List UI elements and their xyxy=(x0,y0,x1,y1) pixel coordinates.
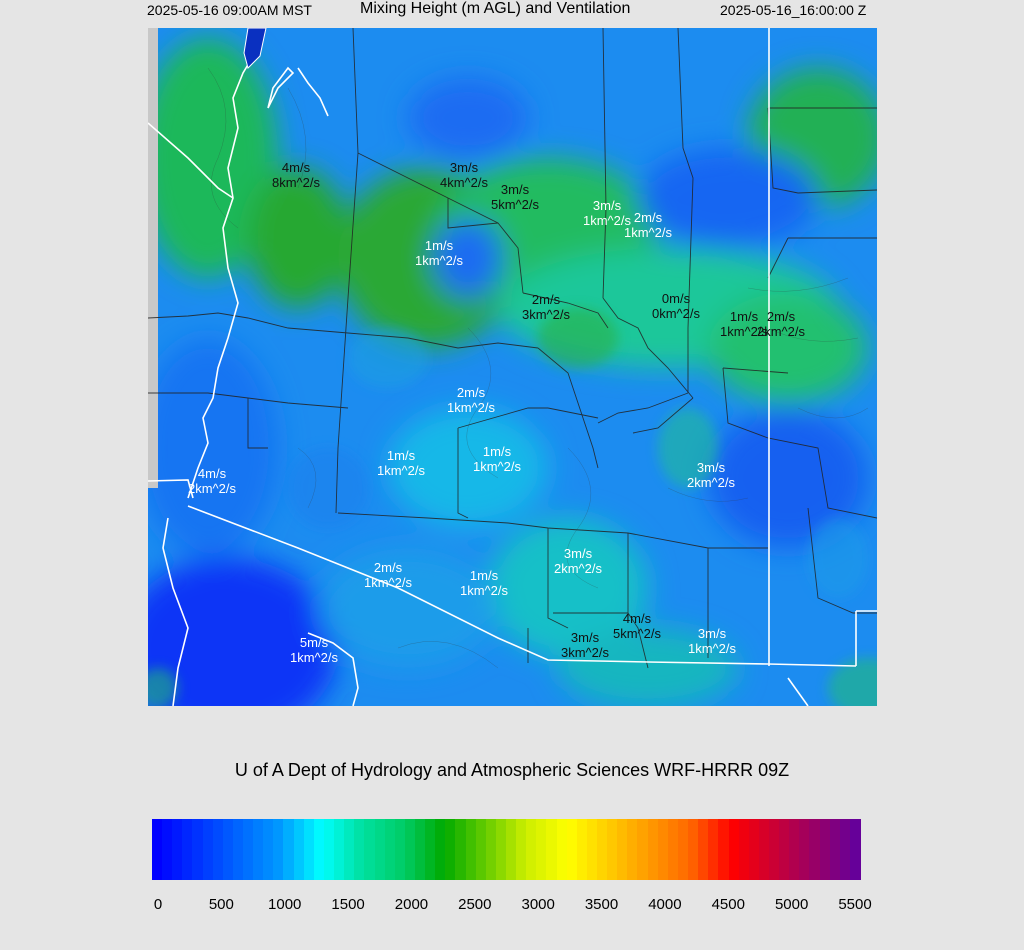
vent-label-speed: 4m/s xyxy=(281,160,311,175)
colorbar-tick-label: 1000 xyxy=(268,896,302,913)
vent-label-speed: 1m/s xyxy=(729,309,759,324)
vent-label-ventilation: 3km^2/s xyxy=(521,307,571,322)
colorbar-cell xyxy=(314,819,325,880)
map-title: Mixing Height (m AGL) and Ventilation xyxy=(360,0,631,17)
colorbar-cell xyxy=(344,819,355,880)
colorbar-tick-label: 5000 xyxy=(774,896,809,913)
colorbar-cell xyxy=(445,819,456,880)
colorbar-cell xyxy=(354,819,365,880)
colorbar-tick-label: 5500 xyxy=(838,896,872,913)
colorbar-cell xyxy=(840,819,851,880)
vent-label-speed: 1m/s xyxy=(424,238,454,253)
colorbar-cell xyxy=(253,819,264,880)
vent-label-ventilation: 5km^2/s xyxy=(490,197,540,212)
colorbar-cell xyxy=(617,819,628,880)
colorbar-cell xyxy=(213,819,224,880)
colorbar-cell xyxy=(526,819,537,880)
vent-label-speed: 1m/s xyxy=(386,448,416,463)
colorbar-cell xyxy=(759,819,770,880)
colorbar-cell xyxy=(506,819,517,880)
colorbar-cell xyxy=(304,819,315,880)
vent-label-ventilation: 4km^2/s xyxy=(439,175,489,190)
vent-label-ventilation: 5km^2/s xyxy=(612,626,662,641)
colorbar-cell xyxy=(496,819,507,880)
vent-label-speed: 1m/s xyxy=(482,444,512,459)
colorbar-cell xyxy=(425,819,436,880)
colorbar-tick-label: 500 xyxy=(208,896,234,913)
colorbar-cell xyxy=(395,819,406,880)
colorbar-cell xyxy=(668,819,679,880)
vent-label-speed: 2m/s xyxy=(373,560,403,575)
colorbar-cell xyxy=(516,819,527,880)
colorbar-cell xyxy=(223,819,234,880)
vent-label-ventilation: 1km^2/s xyxy=(363,575,413,590)
colorbar-ticks xyxy=(0,896,1024,916)
colorbar-cell xyxy=(577,819,588,880)
vent-label-ventilation: 2km^2/s xyxy=(553,561,603,576)
colorbar-cell xyxy=(809,819,820,880)
colorbar-cell xyxy=(405,819,416,880)
vent-label xyxy=(624,210,672,240)
colorbar-cell xyxy=(597,819,608,880)
vent-label-speed: 3m/s xyxy=(696,460,726,475)
vent-label xyxy=(652,291,700,321)
vent-label xyxy=(447,385,495,415)
colorbar-cell xyxy=(182,819,193,880)
colorbar-cell xyxy=(364,819,375,880)
colorbar-cell xyxy=(587,819,598,880)
vent-label-ventilation: 1km^2/s xyxy=(446,400,496,415)
colorbar-cell xyxy=(385,819,396,880)
vent-label-ventilation: 1km^2/s xyxy=(623,225,673,240)
colorbar-cell xyxy=(779,819,790,880)
vent-label-ventilation: 1km^2/s xyxy=(472,459,522,474)
vent-label-ventilation: 2km^2/s xyxy=(756,324,806,339)
colorbar-cell xyxy=(152,819,163,880)
colorbar-cell xyxy=(546,819,557,880)
colorbar-cell xyxy=(637,819,648,880)
vent-label xyxy=(440,160,488,190)
colorbar-cell xyxy=(375,819,386,880)
colorbar-cell xyxy=(273,819,284,880)
vent-label-ventilation: 2km^2/s xyxy=(686,475,736,490)
colorbar-cell xyxy=(283,819,294,880)
vent-label-speed: 2m/s xyxy=(531,292,561,307)
vent-label-ventilation: 1km^2/s xyxy=(687,641,737,656)
vent-label-ventilation: 0km^2/s xyxy=(651,306,701,321)
colorbar-cell xyxy=(435,819,446,880)
valid-time-local: 2025-05-16 09:00AM MST xyxy=(147,2,312,18)
colorbar-cell xyxy=(607,819,618,880)
colorbar-tick-label: 1500 xyxy=(331,896,365,913)
colorbar-cell xyxy=(162,819,173,880)
colorbar-tick-label: 0 xyxy=(153,896,163,913)
colorbar-cell xyxy=(536,819,547,880)
colorbar-cell xyxy=(557,819,568,880)
colorbar-tick-label: 4000 xyxy=(648,896,682,913)
colorbar-cell xyxy=(203,819,214,880)
vent-label xyxy=(757,309,805,339)
vent-label xyxy=(613,611,661,641)
vent-label-ventilation: 8km^2/s xyxy=(271,175,321,190)
colorbar-tick-label: 3000 xyxy=(521,896,555,913)
vent-label-speed: 5m/s xyxy=(299,635,329,650)
vent-label-speed: 3m/s xyxy=(592,198,622,213)
colorbar-cell xyxy=(739,819,750,880)
colorbar-cell xyxy=(627,819,638,880)
colorbar-cell xyxy=(192,819,203,880)
colorbar-cell xyxy=(729,819,740,880)
credit-line: U of A Dept of Hydrology and Atmospheric Sciences WRF-HRRR 09Z xyxy=(234,760,790,780)
vent-label xyxy=(473,444,521,474)
vent-label-speed: 4m/s xyxy=(622,611,652,626)
colorbar-cell xyxy=(698,819,709,880)
colorbar-cell xyxy=(799,819,810,880)
vent-label xyxy=(554,546,602,576)
vent-label-ventilation: 1km^2/s xyxy=(582,213,632,228)
vent-label xyxy=(688,626,736,656)
no-data-strip xyxy=(148,28,158,488)
vent-label-speed: 3m/s xyxy=(570,630,600,645)
vent-label-speed: 0m/s xyxy=(661,291,691,306)
colorbar xyxy=(152,819,860,880)
vent-label-ventilation: 1km^2/s xyxy=(376,463,426,478)
colorbar-tick-label: 3500 xyxy=(584,896,619,913)
colorbar-cell xyxy=(334,819,345,880)
colorbar-cell xyxy=(718,819,729,880)
vent-label-ventilation: 3km^2/s xyxy=(560,645,610,660)
vent-label xyxy=(415,238,463,268)
vent-label-speed: 1m/s xyxy=(469,568,499,583)
colorbar-tick-label: 2500 xyxy=(458,896,492,913)
colorbar-cell xyxy=(850,819,861,880)
colorbar-cell xyxy=(769,819,780,880)
colorbar-cell xyxy=(476,819,487,880)
colorbar-cell xyxy=(749,819,760,880)
colorbar-cell xyxy=(455,819,466,880)
colorbar-cell xyxy=(567,819,578,880)
vent-label-ventilation: 1km^2/s xyxy=(719,324,769,339)
colorbar-tick-label: 4500 xyxy=(711,896,745,913)
vent-label-speed: 3m/s xyxy=(449,160,479,175)
vent-label-ventilation: 1km^2/s xyxy=(289,650,339,665)
colorbar-cell xyxy=(294,819,305,880)
colorbar-cell xyxy=(648,819,659,880)
vent-label-ventilation: 1km^2/s xyxy=(414,253,464,268)
vent-label xyxy=(687,460,735,490)
vent-label-ventilation: 2km^2/s xyxy=(187,481,237,496)
vent-label xyxy=(364,560,412,590)
vent-label xyxy=(290,635,338,665)
field-blue-top xyxy=(408,78,528,158)
colorbar-cell xyxy=(486,819,497,880)
colorbar-cell xyxy=(658,819,669,880)
colorbar-cell xyxy=(466,819,477,880)
colorbar-cell xyxy=(263,819,274,880)
colorbar-cell xyxy=(415,819,426,880)
vent-label xyxy=(377,448,425,478)
vent-label-speed: 3m/s xyxy=(697,626,727,641)
vent-label-speed: 3m/s xyxy=(563,546,593,561)
vent-label-speed: 2m/s xyxy=(456,385,486,400)
colorbar-cell xyxy=(820,819,831,880)
mixing-height-map xyxy=(148,28,877,706)
vent-label-speed: 3m/s xyxy=(500,182,530,197)
colorbar-cell xyxy=(789,819,800,880)
map-canvas xyxy=(148,28,877,706)
colorbar-cell xyxy=(324,819,335,880)
colorbar-cell xyxy=(688,819,699,880)
colorbar-cell xyxy=(172,819,183,880)
vent-label-speed: 2m/s xyxy=(633,210,663,225)
vent-label xyxy=(561,630,609,660)
colorbar-cell xyxy=(708,819,719,880)
colorbar-cell xyxy=(830,819,841,880)
vent-label-ventilation: 1km^2/s xyxy=(459,583,509,598)
vent-label-speed: 4m/s xyxy=(197,466,227,481)
vent-label xyxy=(491,182,539,212)
vent-label-speed: 2m/s xyxy=(766,309,796,324)
valid-time-utc: 2025-05-16_16:00:00 Z xyxy=(720,2,867,18)
vent-label xyxy=(522,292,570,322)
vent-label xyxy=(188,466,236,496)
colorbar-cell xyxy=(243,819,254,880)
colorbar-tick-label: 2000 xyxy=(394,896,429,913)
colorbar-cell xyxy=(678,819,689,880)
colorbar-cell xyxy=(233,819,244,880)
vent-label xyxy=(272,160,320,190)
vent-label xyxy=(460,568,508,598)
